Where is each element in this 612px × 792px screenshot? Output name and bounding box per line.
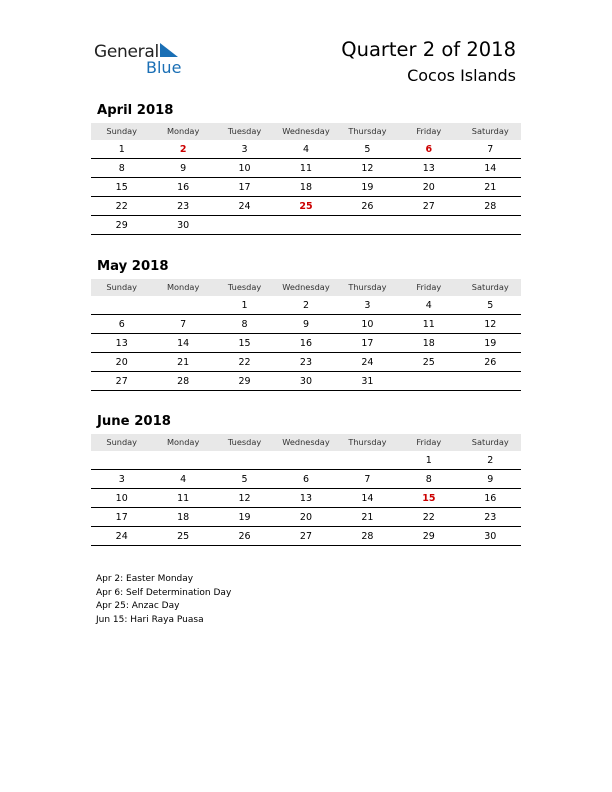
week-row [91,372,521,391]
day-cell: 26 [484,357,497,368]
logo-text-blue: Blue [146,58,182,77]
day-cell: 27 [299,531,313,542]
week-row [91,216,521,235]
day-cell: 9 [302,319,309,330]
weekday-header-row [91,434,521,451]
day-cell: 20 [422,182,435,193]
day-cell: 6 [302,474,309,485]
day-cell: 15 [422,493,436,504]
day-cell: 8 [118,163,125,174]
holiday-note: Jun 15: Hari Raya Puasa [96,614,204,625]
empty-day-cell [460,216,521,234]
day-cell: 15 [238,338,251,349]
day-cell: 2 [179,144,187,155]
day-cell: 11 [299,163,313,174]
day-cell: 25 [422,357,435,368]
week-row [91,527,521,546]
day-cell: 12 [361,163,374,174]
empty-day-cell [275,451,336,469]
day-cell: 3 [364,300,371,311]
day-cell: 22 [238,357,251,368]
weekday-header: Saturday [471,282,509,292]
day-cell: 30 [484,531,497,542]
empty-day-cell [91,451,152,469]
day-cell: 6 [118,319,125,330]
month-title: June 2018 [97,414,171,429]
day-cell: 11 [177,493,190,504]
day-cell: 29 [238,376,251,387]
day-cell: 30 [299,376,313,387]
weekday-header: Monday [166,126,200,136]
day-cell: 12 [484,319,497,330]
logo-text-general: General [94,42,159,62]
weekday-header: Sunday [106,126,138,136]
day-cell: 3 [118,474,125,485]
day-cell: 24 [361,357,374,368]
day-cell: 6 [425,144,433,155]
day-cell: 22 [115,201,128,212]
weekday-header: Tuesday [227,282,262,292]
empty-day-cell [398,372,459,390]
day-cell: 9 [180,163,187,174]
week-row [91,178,521,197]
day-cell: 7 [487,144,494,155]
weekday-header: Wednesday [282,126,330,136]
weekday-header-row [91,123,521,140]
holiday-note: Apr 25: Anzac Day [96,601,180,611]
holiday-note: Apr 6: Self Determination Day [96,587,232,598]
day-cell: 7 [364,474,371,485]
day-cell: 14 [177,338,190,349]
weekday-header: Saturday [471,126,509,136]
day-cell: 1 [425,455,432,466]
day-cell: 17 [238,182,251,193]
day-cell: 15 [115,182,128,193]
empty-day-cell [91,296,152,314]
empty-day-cell [337,216,398,234]
holiday-notes [96,573,231,627]
day-cell: 5 [364,144,371,155]
day-cell: 23 [484,512,497,523]
day-cell: 16 [484,493,497,504]
weekday-header: Thursday [348,282,387,292]
day-cell: 10 [361,319,374,330]
day-cell: 17 [361,338,374,349]
day-cell: 10 [238,163,251,174]
day-cell: 13 [299,493,313,504]
day-cell: 13 [422,163,435,174]
day-cell: 28 [361,531,374,542]
page-subtitle: Cocos Islands [407,66,516,85]
weekday-header: Monday [166,437,200,447]
day-cell: 1 [118,144,125,155]
day-cell: 25 [299,201,313,212]
empty-day-cell [214,216,275,234]
weekday-header: Wednesday [282,282,330,292]
weekday-header: Sunday [106,282,138,292]
day-cell: 31 [361,376,374,387]
day-cell: 13 [115,338,128,349]
day-cell: 14 [361,493,374,504]
day-cell: 10 [115,493,128,504]
week-row [91,489,521,508]
day-cell: 5 [487,300,494,311]
day-cell: 8 [425,474,432,485]
day-cell: 5 [241,474,248,485]
weekday-header: Thursday [348,126,387,136]
day-cell: 21 [484,182,497,193]
empty-day-cell [275,216,336,234]
day-cell: 22 [422,512,435,523]
week-row [91,140,521,159]
week-row [91,508,521,527]
day-cell: 18 [177,512,190,523]
week-row [91,353,521,372]
day-cell: 28 [484,201,497,212]
day-cell: 25 [177,531,190,542]
day-cell: 3 [241,144,248,155]
week-row [91,197,521,216]
week-row [91,470,521,489]
day-cell: 16 [177,182,190,193]
logo [94,38,204,78]
empty-day-cell [398,216,459,234]
day-cell: 16 [299,338,313,349]
day-cell: 28 [177,376,190,387]
day-cell: 20 [115,357,128,368]
weekday-header: Monday [166,282,200,292]
day-cell: 12 [238,493,251,504]
weekday-header: Wednesday [282,437,330,447]
month-weeks [91,296,521,391]
day-cell: 23 [177,201,190,212]
day-cell: 24 [238,201,251,212]
day-cell: 18 [299,182,313,193]
day-cell: 1 [241,300,248,311]
day-cell: 27 [115,376,128,387]
month-title: May 2018 [97,259,169,274]
day-cell: 23 [299,357,313,368]
logo-triangle-icon [160,43,178,57]
day-cell: 29 [115,220,128,231]
month-weeks [91,451,521,546]
weekday-header: Saturday [471,437,509,447]
month-june [91,413,521,546]
week-row [91,159,521,178]
day-cell: 27 [422,201,435,212]
day-cell: 19 [484,338,497,349]
month-title: April 2018 [97,103,174,118]
empty-day-cell [337,451,398,469]
day-cell: 19 [361,182,374,193]
week-row [91,451,521,470]
month-april [91,102,521,235]
weekday-header: Tuesday [227,126,262,136]
empty-day-cell [152,296,213,314]
weekday-header: Thursday [348,437,387,447]
empty-day-cell [460,372,521,390]
month-may [91,258,521,391]
day-cell: 21 [177,357,190,368]
day-cell: 26 [361,201,374,212]
day-cell: 8 [241,319,248,330]
weekday-header: Friday [416,282,442,292]
day-cell: 17 [115,512,128,523]
page-title: Quarter 2 of 2018 [341,38,516,61]
day-cell: 30 [177,220,190,231]
weekday-header: Sunday [106,437,138,447]
month-weeks [91,140,521,235]
day-cell: 14 [484,163,497,174]
day-cell: 4 [425,300,432,311]
weekday-header: Friday [416,126,442,136]
weekday-header: Tuesday [227,437,262,447]
day-cell: 29 [422,531,435,542]
day-cell: 24 [115,531,128,542]
weekday-header: Friday [416,437,442,447]
day-cell: 20 [299,512,313,523]
day-cell: 19 [238,512,251,523]
day-cell: 18 [422,338,435,349]
weekday-header-row [91,279,521,296]
day-cell: 2 [487,455,494,466]
empty-day-cell [152,451,213,469]
day-cell: 7 [180,319,187,330]
week-row [91,296,521,315]
empty-day-cell [214,451,275,469]
holiday-note: Apr 2: Easter Monday [96,574,194,584]
day-cell: 11 [422,319,435,330]
day-cell: 4 [180,474,187,485]
day-cell: 2 [302,300,309,311]
day-cell: 21 [361,512,374,523]
day-cell: 4 [302,144,309,155]
week-row [91,315,521,334]
week-row [91,334,521,353]
day-cell: 9 [487,474,494,485]
day-cell: 26 [238,531,251,542]
